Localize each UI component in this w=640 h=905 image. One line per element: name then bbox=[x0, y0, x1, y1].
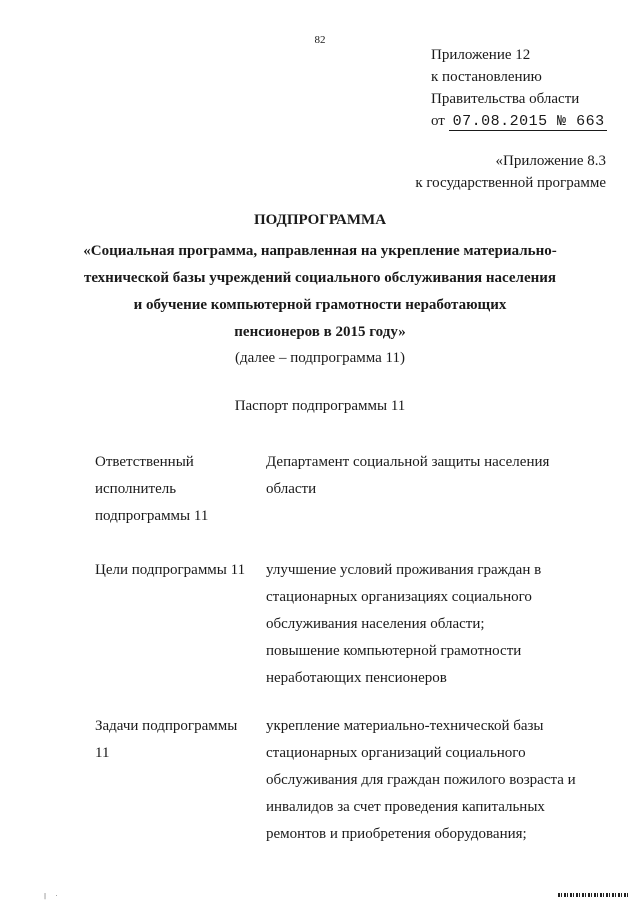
program-ref-line: «Приложение 8.3 bbox=[495, 153, 606, 169]
row-value-line: инвалидов за счет проведения капитальных bbox=[266, 799, 545, 815]
program-reference bbox=[415, 150, 606, 194]
appendix-line: к постановлению bbox=[431, 69, 542, 85]
row-value-line: укрепление материально-технической базы bbox=[266, 718, 544, 734]
subprogram-title-line: пенсионеров в 2015 году» bbox=[234, 324, 406, 340]
appendix-line: Правительства области bbox=[431, 91, 580, 107]
row-label-line: Ответственный bbox=[95, 454, 194, 470]
subprogram-note: (далее – подпрограмма 11) bbox=[234, 350, 405, 366]
row-value-line: стационарных организациях социального bbox=[266, 589, 532, 605]
row-value-line: обслуживания населения области; bbox=[266, 616, 485, 632]
scan-mark: | · bbox=[44, 893, 58, 900]
subprogram-heading: ПОДПРОГРАММА bbox=[253, 212, 387, 228]
page-number: 82 bbox=[314, 34, 326, 46]
row-label-line: 11 bbox=[95, 745, 110, 761]
row-value-line: ремонтов и приобретения оборудования; bbox=[266, 826, 527, 842]
resolution-date-line bbox=[431, 110, 607, 133]
passport-title: Паспорт подпрограммы 11 bbox=[234, 398, 406, 414]
subprogram-title-line: и обучение компьютерной грамотности неработающих bbox=[133, 297, 507, 313]
row-value-line: стационарных организаций социального bbox=[266, 745, 526, 761]
row-value-line: повышение компьютерной грамотности bbox=[266, 643, 522, 659]
resolution-date: 07.08.2015 № 663 bbox=[449, 113, 607, 131]
row-label-line: подпрограммы 11 bbox=[95, 508, 209, 524]
appendix-header bbox=[431, 44, 607, 133]
row-value-line: неработающих пенсионеров bbox=[266, 670, 447, 686]
row-label-line: Цели подпрограммы 11 bbox=[95, 562, 246, 578]
row-label-responsible bbox=[95, 449, 208, 530]
row-value-responsible bbox=[266, 449, 549, 503]
row-label-line: Задачи подпрограммы bbox=[95, 718, 238, 734]
row-label-tasks bbox=[95, 713, 237, 767]
subprogram-title-line: «Социальная программа, направленная на укрепление материально- bbox=[83, 243, 557, 259]
row-value-tasks bbox=[266, 713, 576, 848]
row-value-line: области bbox=[266, 481, 317, 497]
appendix-line: Приложение 12 bbox=[431, 47, 531, 63]
row-value-line: улучшение условий проживания граждан в bbox=[266, 562, 542, 578]
row-value-goals bbox=[266, 557, 541, 692]
barcode-mark bbox=[558, 893, 628, 897]
row-value-line: обслуживания для граждан пожилого возраста и bbox=[266, 772, 576, 788]
row-label-goals bbox=[95, 557, 245, 584]
program-ref-line: к государственной программе bbox=[415, 175, 606, 191]
date-prefix: от bbox=[431, 113, 445, 129]
row-value-line: Департамент социальной защиты населения bbox=[266, 454, 550, 470]
subprogram-title-block bbox=[0, 210, 640, 370]
subprogram-title-line: технической базы учреждений социального обслуживания населения bbox=[83, 270, 557, 286]
row-label-line: исполнитель bbox=[95, 481, 177, 497]
